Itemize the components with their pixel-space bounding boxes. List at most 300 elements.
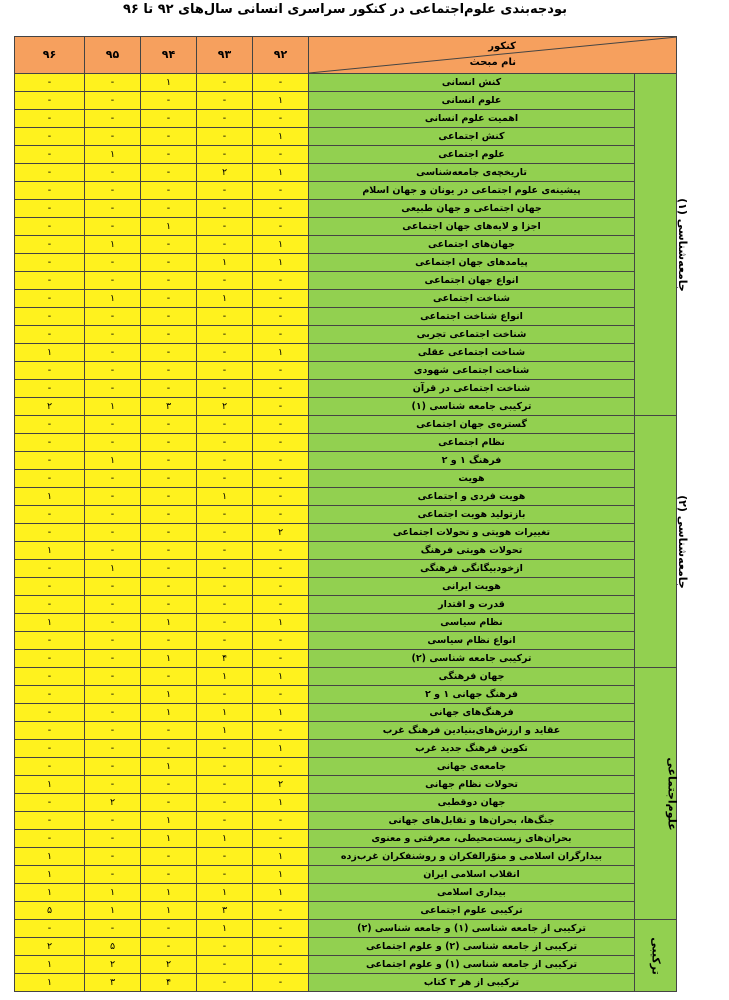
count-cell: - [85,812,141,830]
table-row [15,470,677,488]
topic-cell: فرهنگ‌های جهانی [309,704,635,722]
count-cell: - [15,308,85,326]
count-cell: - [85,344,141,362]
count-cell: - [197,974,253,992]
count-cell: - [15,182,85,200]
count-cell: - [85,668,141,686]
count-cell: - [197,326,253,344]
topic-cell: شناخت اجتماعی تجربی [309,326,635,344]
count-cell: - [141,452,197,470]
count-cell: - [141,326,197,344]
count-cell: ۱ [253,794,309,812]
topic-cell: بازتولید هویت اجتماعی [309,506,635,524]
table-row [15,848,677,866]
topic-cell: انواع نظام سیاسی [309,632,635,650]
count-cell: - [85,830,141,848]
count-cell: - [141,380,197,398]
count-cell: - [197,452,253,470]
section-label-text: جامعه‌شناسی (۱) [675,197,689,292]
count-cell: - [141,938,197,956]
count-cell: - [141,668,197,686]
count-cell: - [141,524,197,542]
topic-cell: جامعه‌ی جهانی [309,758,635,776]
count-cell: ۱ [141,902,197,920]
table-row [15,236,677,254]
count-cell: ۱ [15,344,85,362]
count-cell: - [141,110,197,128]
count-cell: ۱ [141,884,197,902]
count-cell: - [197,614,253,632]
table-row [15,272,677,290]
count-cell: ۱ [197,290,253,308]
table-row [15,452,677,470]
count-cell: ۱ [15,848,85,866]
table-row [15,704,677,722]
budget-table-wrapper [14,36,689,992]
topic-cell: تغییرات هویتی و تحولات اجتماعی [309,524,635,542]
count-cell: ۱ [141,830,197,848]
count-cell: - [141,146,197,164]
count-cell: - [85,470,141,488]
table-row [15,578,677,596]
table-row [15,416,677,434]
count-cell: ۳ [85,974,141,992]
table-row [15,164,677,182]
count-cell: - [85,110,141,128]
count-cell: - [85,848,141,866]
count-cell: - [197,128,253,146]
table-row [15,506,677,524]
count-cell: - [85,578,141,596]
table-row [15,812,677,830]
count-cell: - [85,92,141,110]
count-cell: ۱ [85,452,141,470]
budget-table [14,36,689,992]
table-row [15,632,677,650]
count-cell: - [85,614,141,632]
count-cell: - [197,794,253,812]
count-cell: - [15,164,85,182]
topic-cell: علوم انسانی [309,92,635,110]
count-cell: - [85,740,141,758]
count-cell: - [141,344,197,362]
topic-cell: بحران‌های زیست‌محیطی، معرفتی و معنوی [309,830,635,848]
count-cell: - [253,542,309,560]
count-cell: ۴ [141,974,197,992]
count-cell: - [85,164,141,182]
topic-cell: فرهنگ جهانی ۱ و ۲ [309,686,635,704]
count-cell: ۱ [197,254,253,272]
topic-cell: ترکیبی از هر ۳ کتاب [309,974,635,992]
count-cell: - [253,452,309,470]
count-cell: - [141,290,197,308]
count-cell: - [15,632,85,650]
topic-cell: تاریخچه‌ی جامعه‌شناسی [309,164,635,182]
table-row [15,614,677,632]
count-cell: - [253,326,309,344]
count-cell: ۱ [141,704,197,722]
diagonal-header-cell [309,37,677,74]
count-cell: - [197,146,253,164]
table-row [15,938,677,956]
count-cell: - [85,650,141,668]
count-cell: ۱ [253,614,309,632]
table-row [15,776,677,794]
topic-cell: شناخت اجتماعی [309,290,635,308]
count-cell: - [197,524,253,542]
count-cell: - [197,308,253,326]
count-cell: - [85,632,141,650]
topic-cell: ترکیبی از جامعه شناسی (۱) و جامعه شناسی (۲) [309,920,635,938]
count-cell: - [253,308,309,326]
topic-cell: بیداری اسلامی [309,884,635,902]
count-cell: - [253,200,309,218]
count-cell: - [197,272,253,290]
topic-cell: کنش انسانی [309,74,635,92]
count-cell: - [15,524,85,542]
table-body [15,74,689,992]
topic-cell: ترکیبی جامعه شناسی (۱) [309,398,635,416]
count-cell: - [15,578,85,596]
count-cell: - [15,704,85,722]
count-cell: ۱ [253,848,309,866]
topic-cell: جنگ‌ها، بحران‌ها و تقابل‌های جهانی [309,812,635,830]
count-cell: - [197,380,253,398]
count-cell: ۱ [141,758,197,776]
count-cell: - [141,506,197,524]
topic-cell: تحولات نظام جهانی [309,776,635,794]
topic-cell: ترکیبی علوم اجتماعی [309,902,635,920]
topic-cell: تحولات هویتی فرهنگ [309,542,635,560]
table-row [15,560,677,578]
count-cell: - [141,164,197,182]
count-cell: ۱ [141,686,197,704]
count-cell: - [253,362,309,380]
count-cell: - [197,596,253,614]
count-cell: - [85,254,141,272]
count-cell: ۲ [253,776,309,794]
table-row [15,218,677,236]
count-cell: - [197,200,253,218]
table-row [15,254,677,272]
topic-cell: اجزا و لایه‌های جهان اجتماعی [309,218,635,236]
table-row [15,794,677,812]
count-cell: - [15,686,85,704]
count-cell: - [85,380,141,398]
count-cell: ۵ [15,902,85,920]
count-cell: - [253,470,309,488]
topic-cell: انقلاب اسلامی ایران [309,866,635,884]
count-cell: - [141,470,197,488]
count-cell: ۱ [85,398,141,416]
count-cell: - [141,596,197,614]
count-cell: - [15,470,85,488]
count-cell: - [197,938,253,956]
count-cell: - [197,560,253,578]
topic-cell: پیشینه‌ی علوم اجتماعی در یونان و جهان اسلام [309,182,635,200]
table-row [15,290,677,308]
count-cell: - [15,218,85,236]
table-row [15,128,677,146]
count-cell: ۱ [197,830,253,848]
count-cell: - [253,506,309,524]
count-cell: - [197,542,253,560]
count-cell: - [85,920,141,938]
count-cell: - [253,434,309,452]
table-row [15,182,677,200]
count-cell: - [15,92,85,110]
count-cell: ۱ [15,974,85,992]
count-cell: - [15,650,85,668]
count-cell: - [15,290,85,308]
count-cell: ۱ [253,866,309,884]
count-cell: - [141,542,197,560]
table-row [15,362,677,380]
count-cell: - [85,272,141,290]
year-header-96: ۹۶ [15,37,85,74]
count-cell: - [253,146,309,164]
count-cell: - [85,722,141,740]
count-cell: - [15,830,85,848]
table-row [15,920,677,938]
count-cell: - [253,398,309,416]
count-cell: - [141,776,197,794]
count-cell: - [253,974,309,992]
count-cell: - [253,110,309,128]
count-cell: ۱ [141,650,197,668]
count-cell: - [253,956,309,974]
count-cell: - [197,110,253,128]
topic-cell: قدرت و اقتدار [309,596,635,614]
count-cell: - [197,866,253,884]
table-row [15,380,677,398]
count-cell: - [141,740,197,758]
count-cell: - [141,722,197,740]
section-label [635,74,689,416]
count-cell: - [85,218,141,236]
year-header-94: ۹۴ [141,37,197,74]
count-cell: - [141,416,197,434]
table-row [15,884,677,902]
topic-cell: هویت فردی و اجتماعی [309,488,635,506]
count-cell: - [15,794,85,812]
topic-cell: تکوین فرهنگ جدید غرب [309,740,635,758]
count-cell: ۱ [15,542,85,560]
count-cell: - [85,128,141,146]
count-cell: - [197,218,253,236]
table-row [15,326,677,344]
topic-cell: شناخت اجتماعی در قرآن [309,380,635,398]
count-cell: ۱ [141,614,197,632]
topic-cell: جهان فرهنگی [309,668,635,686]
count-cell: - [85,326,141,344]
table-row [15,110,677,128]
section-label [635,668,677,920]
table-row [15,866,677,884]
count-cell: ۱ [15,884,85,902]
count-cell: ۱ [141,812,197,830]
count-cell: ۲ [197,164,253,182]
count-cell: - [141,308,197,326]
topic-cell: اهمیت علوم انسانی [309,110,635,128]
count-cell: - [85,416,141,434]
section-label [635,416,689,668]
count-cell: - [197,848,253,866]
count-cell: ۲ [85,956,141,974]
count-cell: - [141,128,197,146]
count-cell: ۱ [85,902,141,920]
count-cell: ۱ [197,704,253,722]
count-cell: - [15,74,85,92]
count-cell: - [85,362,141,380]
count-cell: - [85,200,141,218]
count-cell: - [15,758,85,776]
count-cell: - [141,866,197,884]
table-row [15,686,677,704]
year-header-92: ۹۲ [253,37,309,74]
table-row [15,542,677,560]
count-cell: - [15,722,85,740]
count-cell: - [197,236,253,254]
count-cell: - [85,308,141,326]
table-row [15,830,677,848]
count-cell: - [253,182,309,200]
count-cell: ۲ [15,398,85,416]
count-cell: - [141,920,197,938]
count-cell: - [253,632,309,650]
topic-cell: ترکیبی جامعه شناسی (۲) [309,650,635,668]
count-cell: - [253,560,309,578]
table-row [15,668,677,686]
count-cell: ۱ [15,614,85,632]
count-cell: - [197,578,253,596]
count-cell: - [197,362,253,380]
count-cell: ۱ [85,884,141,902]
count-cell: ۱ [253,236,309,254]
count-cell: - [197,74,253,92]
count-cell: ۱ [253,128,309,146]
count-cell: - [141,578,197,596]
count-cell: - [15,812,85,830]
count-cell: ۱ [197,884,253,902]
count-cell: - [253,596,309,614]
table-row [15,308,677,326]
count-cell: - [85,506,141,524]
count-cell: - [253,938,309,956]
topic-cell: شناخت اجتماعی عقلی [309,344,635,362]
count-cell: - [15,668,85,686]
count-cell: - [15,416,85,434]
topic-cell: فرهنگ ۱ و ۲ [309,452,635,470]
count-cell: - [141,92,197,110]
count-cell: - [253,830,309,848]
count-cell: - [197,434,253,452]
count-cell: ۱ [253,164,309,182]
section-label-text: ترکیبی [649,936,663,975]
count-cell: - [197,506,253,524]
header-row [15,37,677,74]
table-row [15,650,677,668]
count-cell: ۱ [85,146,141,164]
table-row [15,758,677,776]
section-label [635,920,677,992]
count-cell: ۱ [253,704,309,722]
count-cell: - [15,452,85,470]
count-cell: - [15,740,85,758]
count-cell: - [85,776,141,794]
section-label-text: جامعه‌شناسی (۲) [675,494,689,589]
count-cell: - [15,920,85,938]
count-cell: - [197,182,253,200]
count-cell: - [253,812,309,830]
table-row [15,902,677,920]
table-row [15,596,677,614]
topic-cell: جهان‌های اجتماعی [309,236,635,254]
count-cell: ۱ [197,668,253,686]
table-row [15,146,677,164]
count-cell: ۱ [85,236,141,254]
count-cell: - [15,506,85,524]
count-cell: - [197,686,253,704]
count-cell: ۳ [197,902,253,920]
count-cell: - [15,236,85,254]
count-cell: - [15,146,85,164]
count-cell: ۲ [141,956,197,974]
count-cell: - [197,812,253,830]
count-cell: - [253,290,309,308]
count-cell: ۱ [15,956,85,974]
count-cell: - [197,92,253,110]
table-row [15,344,677,362]
count-cell: - [15,254,85,272]
year-header-95: ۹۵ [85,37,141,74]
table-row [15,92,677,110]
count-cell: - [197,740,253,758]
table-row [15,740,677,758]
table-row [15,74,677,92]
count-cell: - [85,542,141,560]
count-cell: ۱ [85,290,141,308]
count-cell: - [253,686,309,704]
topic-cell: نظام سیاسی [309,614,635,632]
table-row [15,524,677,542]
count-cell: - [141,560,197,578]
count-cell: - [15,128,85,146]
count-cell: - [15,434,85,452]
count-cell: - [15,110,85,128]
count-cell: ۵ [85,938,141,956]
count-cell: - [197,776,253,794]
topic-cell: علوم اجتماعی [309,146,635,164]
count-cell: - [141,848,197,866]
count-cell: - [253,722,309,740]
topic-cell: ازخودبیگانگی فرهنگی [309,560,635,578]
count-cell: - [15,362,85,380]
count-cell: ۱ [15,866,85,884]
topic-label: نام مبحث [469,57,516,68]
count-cell: - [85,524,141,542]
count-cell: - [85,596,141,614]
section-label-text: علوم‌اجتماعی [665,756,679,831]
topic-cell: انواع جهان اجتماعی [309,272,635,290]
topic-cell: ترکیبی از جامعه شناسی (۱) و علوم اجتماعی [309,956,635,974]
topic-cell: شناخت اجتماعی شهودی [309,362,635,380]
count-cell: - [141,794,197,812]
count-cell: ۱ [253,740,309,758]
count-cell: ۱ [253,884,309,902]
count-cell: - [253,74,309,92]
count-cell: - [141,362,197,380]
